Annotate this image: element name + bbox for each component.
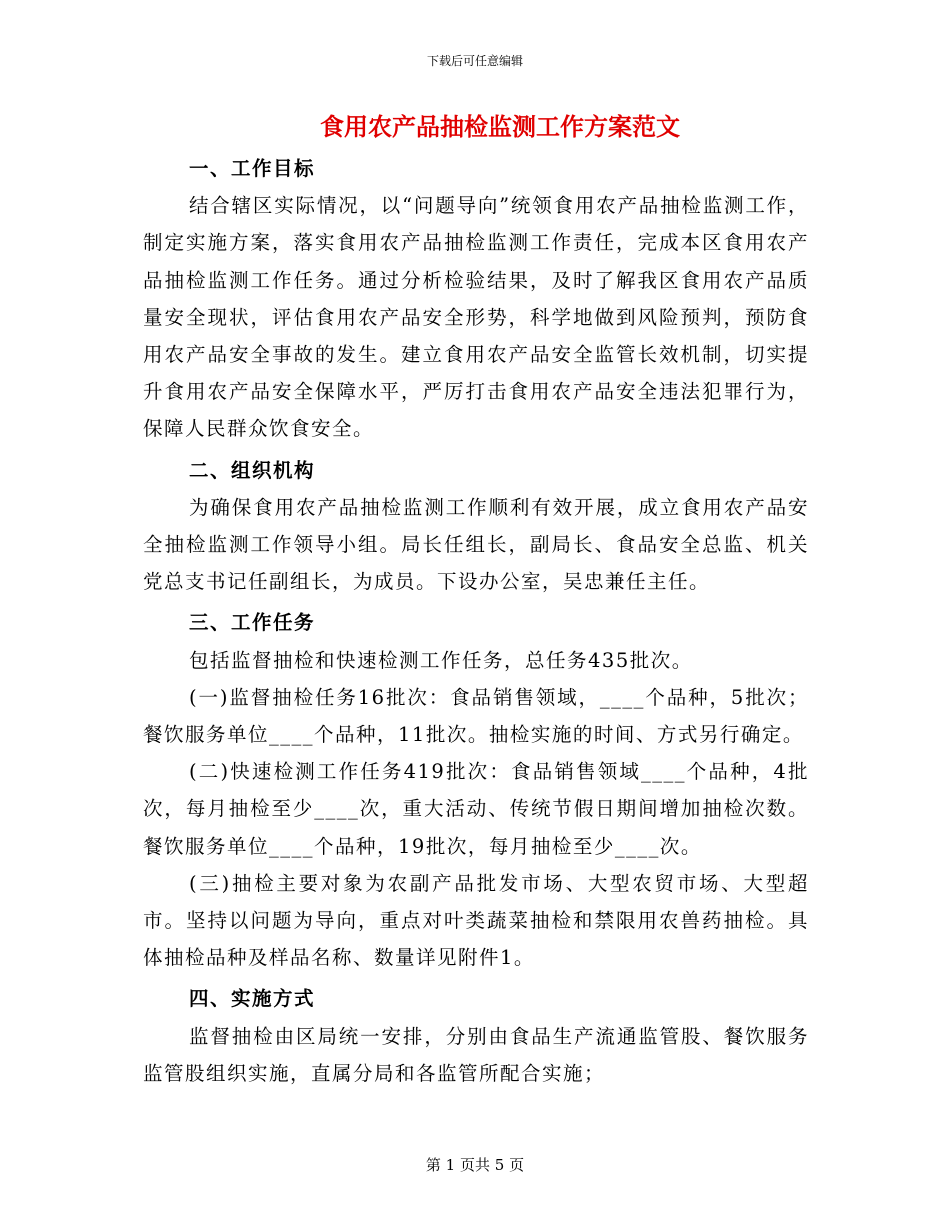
tasks-paragraph-rapid-test: (二)快速检测工作任务419批次：食品销售领域____个品种，4批次，每月抽检至少____次，重大活动、传统节假日期间增加抽检次数。餐饮服务单位____个品种，19批次，每月抽检至少____次。: [143, 760, 809, 858]
tasks-paragraph-supervision: (一)监督抽检任务16批次：食品销售领域，____个品种，5批次；餐饮服务单位____个品种，11批次。抽检实施的时间、方式另行确定。: [143, 685, 809, 747]
tasks-paragraph-summary: 包括监督抽检和快速检测工作任务，总任务435批次。: [189, 648, 693, 672]
section-heading-implementation: 四、实施方式: [189, 987, 316, 1011]
page-footer: 第 1 页共 5 页: [425, 1156, 525, 1174]
organization-paragraph: 为确保食用农产品抽检监测工作顺利有效开展，成立食用农产品安全抽检监测工作领导小组。局长任组长，副局长、食品安全总监、机关党总支书记任副组长，为成员。下设办公室，吴忠兼任主任。: [143, 495, 809, 594]
document-title: 食用农产品抽检监测工作方案范文: [320, 112, 680, 141]
page-header: 下载后可任意编辑: [426, 54, 523, 68]
tasks-paragraph-targets: (三)抽检主要对象为农副产品批发市场、大型农贸市场、大型超市。坚持以问题为导向，重点对叶类蔬菜抽检和禁限用农兽药抽检。具体抽检品种及样品名称、数量详见附件1。: [143, 871, 809, 970]
section-heading-goals: 一、工作目标: [189, 157, 316, 180]
document-body: [143, 150, 809, 1092]
implementation-paragraph: 监督抽检由区局统一安排，分别由食品生产流通监管股、餐饮服务监管股组织实施，直属分局和各监管所配合实施；: [143, 1024, 809, 1085]
section-heading-tasks: 三、工作任务: [189, 611, 316, 635]
section-heading-organization: 二、组织机构: [189, 458, 316, 482]
goals-paragraph: 结合辖区实际情况，以“问题导向”统领食用农产品抽检监测工作，制定实施方案，落实食用农产品抽检监测工作责任，完成本区食用农产品抽检监测工作任务。通过分析检验结果，及时了解我区食用农产品质量安全现状，评估食用农产品安全形势，科学地做到风险预判，预防食用农产品安全事故的发生。建立食用农产品安全监管长效机制，切实提升食用农产品安全保障水平，严厉打击食用农产品安全违法犯罪行为，保障人民群众饮食安全。: [143, 194, 809, 441]
